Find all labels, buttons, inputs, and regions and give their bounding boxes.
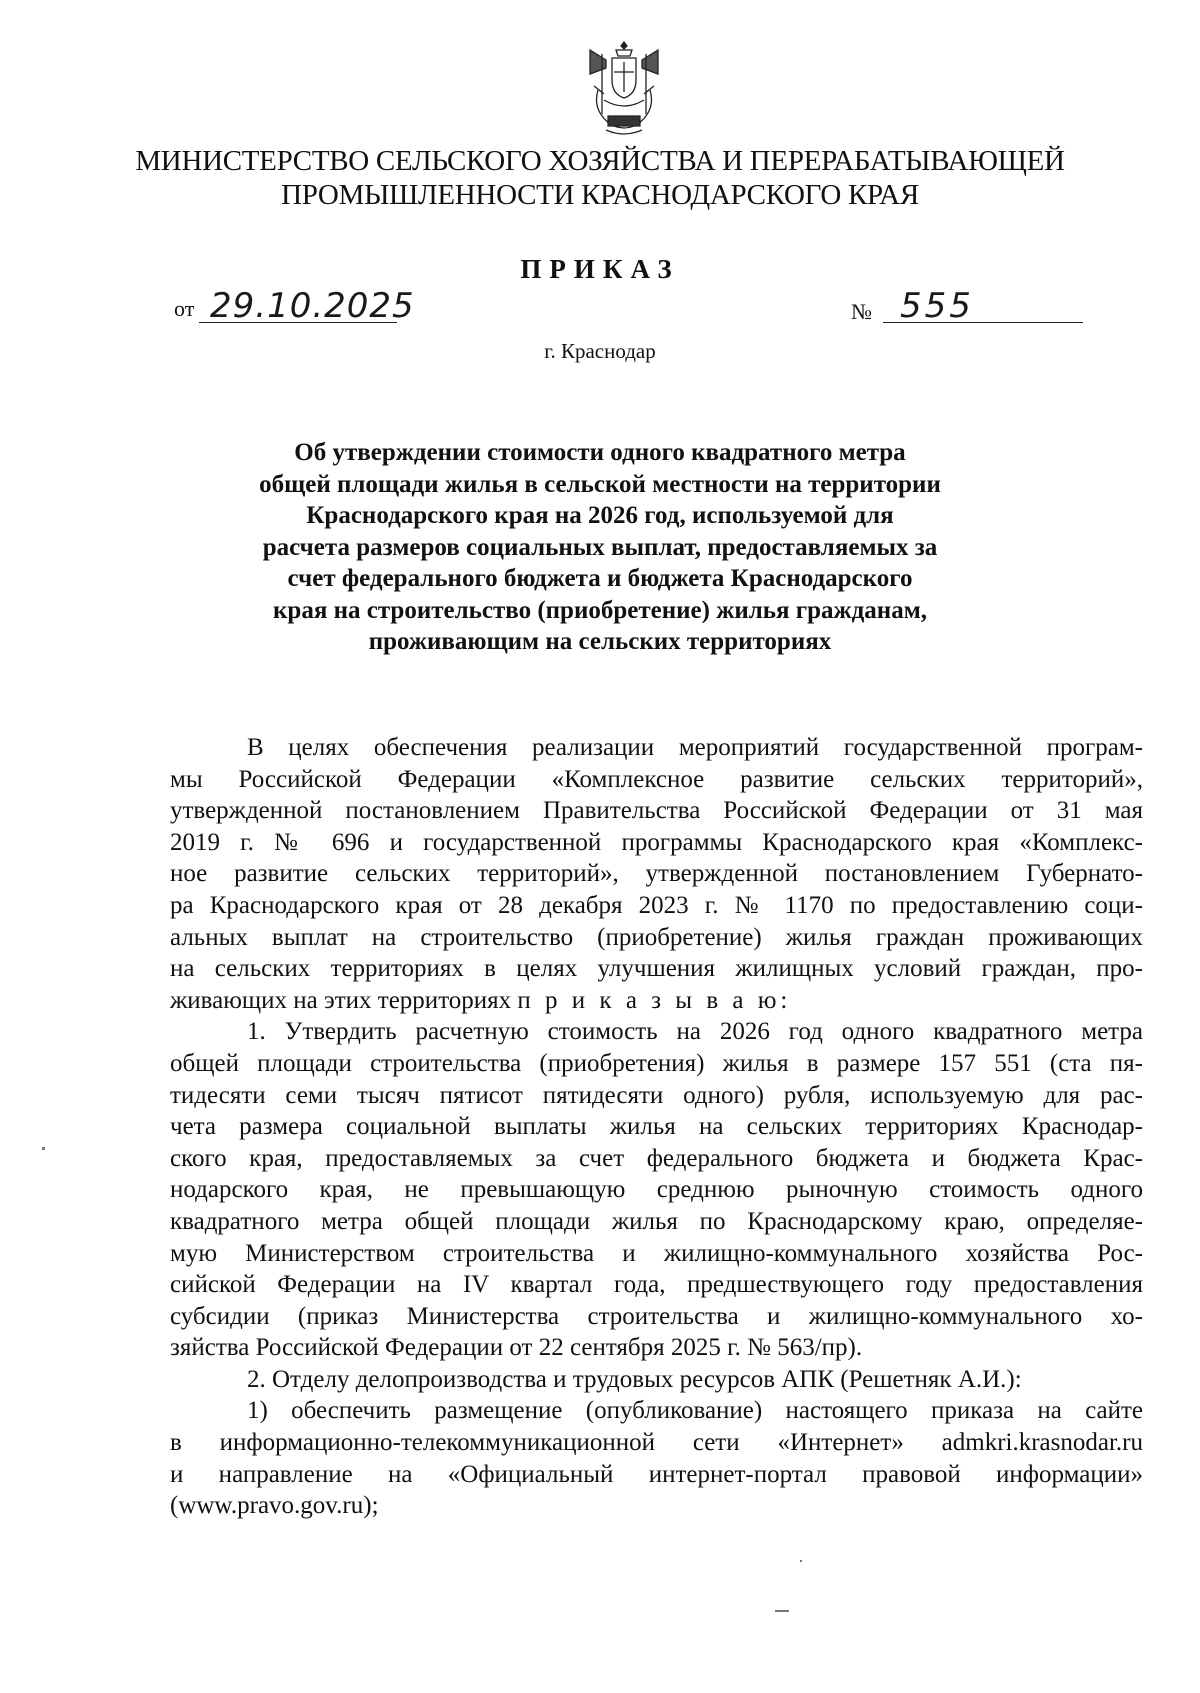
item-1-line: субсидии (приказ Министерства строительства и жилищно-коммунального хо- bbox=[170, 1302, 1143, 1330]
order-subject-title bbox=[150, 437, 1050, 658]
preamble-line: В целях обеспечения реализации мероприятий государственной програм- bbox=[247, 734, 1143, 761]
item-2-sub-1-line: в информационно-телекоммуникационной сети «Интернет» admkri.krasnodar.ru bbox=[170, 1429, 1143, 1457]
subject-line: Краснодарского края на 2026 год, используемой для bbox=[306, 502, 894, 529]
handwritten-date: 29.10.2025 bbox=[210, 286, 415, 326]
preamble-line: 2019 г. № 696 и государственной программы Краснодарского края «Комплекс- bbox=[170, 828, 1143, 856]
subject-line: Об утверждении стоимости одного квадратного метра bbox=[294, 439, 906, 466]
preamble-line: утвержденной постановлением Правительства Российской Федерации от 31 мая bbox=[170, 797, 1143, 825]
order-word: п р и к а з ы в а ю: bbox=[517, 986, 792, 1014]
item-1-line: нодарского края, не превышающую среднюю рыночную стоимость одного bbox=[170, 1176, 1143, 1204]
subject-line: проживающим на сельских территориях bbox=[368, 628, 832, 655]
item-2-sub-1-line: и направление на «Официальный интернет-портал правовой информации» bbox=[170, 1460, 1143, 1488]
scan-speck bbox=[800, 1560, 802, 1562]
scan-speck bbox=[775, 1610, 789, 1612]
ministry-name-line-1: МИНИСТЕРСТВО СЕЛЬСКОГО ХОЗЯЙСТВА И ПЕРЕРАБАТЫВАЮЩЕЙ bbox=[135, 145, 1065, 177]
preamble-line: мы Российской Федерации «Комплексное развитие сельских территорий», bbox=[170, 765, 1143, 793]
item-1-line: квадратного метра общей площади жилья по Краснодарскому краю, определяе- bbox=[170, 1207, 1143, 1235]
number-prefix: № bbox=[851, 299, 872, 324]
item-1-line: зяйства Российской Федерации от 22 сентября 2025 г. № 563/пр). bbox=[170, 1334, 863, 1362]
item-1-line: тидесяти семи тысяч пятисот пятидесяти одного) рубля, используемую для рас- bbox=[170, 1081, 1143, 1109]
subject-line: края на строительство (приобретение) жилья гражданам, bbox=[273, 596, 927, 624]
item-1-line: мую Министерством строительства и жилищно-коммунального хозяйства Рос- bbox=[170, 1239, 1143, 1267]
item-2-sub-1-line: (www.pravo.gov.ru); bbox=[170, 1492, 379, 1520]
subject-line: счет федерального бюджета и бюджета Краснодарского bbox=[287, 565, 913, 592]
item-2-line: 2. Отделу делопроизводства и трудовых ресурсов АПК (Решетняк А.И.): bbox=[247, 1365, 1022, 1393]
subject-line: расчета размеров социальных выплат, предоставляемых за bbox=[262, 533, 938, 561]
item-1-line: общей площади строительства (приобретения) жилья в размере 157 551 (ста пя- bbox=[170, 1049, 1143, 1077]
preamble-line: ра Краснодарского края от 28 декабря 2023 г. № 1170 по предоставлению соци- bbox=[170, 891, 1143, 919]
ministry-name bbox=[100, 144, 1100, 212]
preamble-last-line-text: живающих на этих территориях bbox=[170, 986, 512, 1014]
preamble-line: альных выплат на строительство (приобретение) жилья граждан проживающих bbox=[170, 923, 1143, 951]
preamble-last-line bbox=[170, 985, 1143, 1017]
item-2-sub-1-line: 1) обеспечить размещение (опубликование) настоящего приказа на сайте bbox=[247, 1397, 1143, 1425]
city-name: г. Краснодар bbox=[544, 339, 656, 363]
coat-of-arms-emblem bbox=[576, 40, 672, 140]
item-1-line: ского края, предоставляемых за счет федерального бюджета и бюджета Крас- bbox=[170, 1144, 1143, 1172]
scan-speck bbox=[42, 1147, 45, 1150]
handwritten-number: 555 bbox=[900, 286, 974, 326]
item-1-line: сийской Федерации на IV квартал года, предшествующего году предоставления bbox=[170, 1271, 1143, 1299]
ministry-name-line-2: ПРОМЫШЛЕННОСТИ КРАСНОДАРСКОГО КРАЯ bbox=[281, 179, 919, 211]
document-type-title: ПРИКАЗ bbox=[520, 254, 680, 284]
subject-line: общей площади жилья в сельской местности на территории bbox=[259, 470, 941, 498]
preamble-line: ное развитие сельских территорий», утвержденной постановлением Губернато- bbox=[170, 860, 1143, 888]
order-body-text bbox=[170, 732, 1143, 1522]
item-1-line: чета размера социальной выплаты жилья на сельских территориях Краснодар- bbox=[170, 1113, 1143, 1141]
date-prefix: от bbox=[174, 296, 195, 321]
item-1-line: 1. Утвердить расчетную стоимость на 2026 год одного квадратного метра bbox=[247, 1018, 1143, 1046]
preamble-line: на сельских территориях в целях улучшения жилищных условий граждан, про- bbox=[170, 955, 1143, 983]
